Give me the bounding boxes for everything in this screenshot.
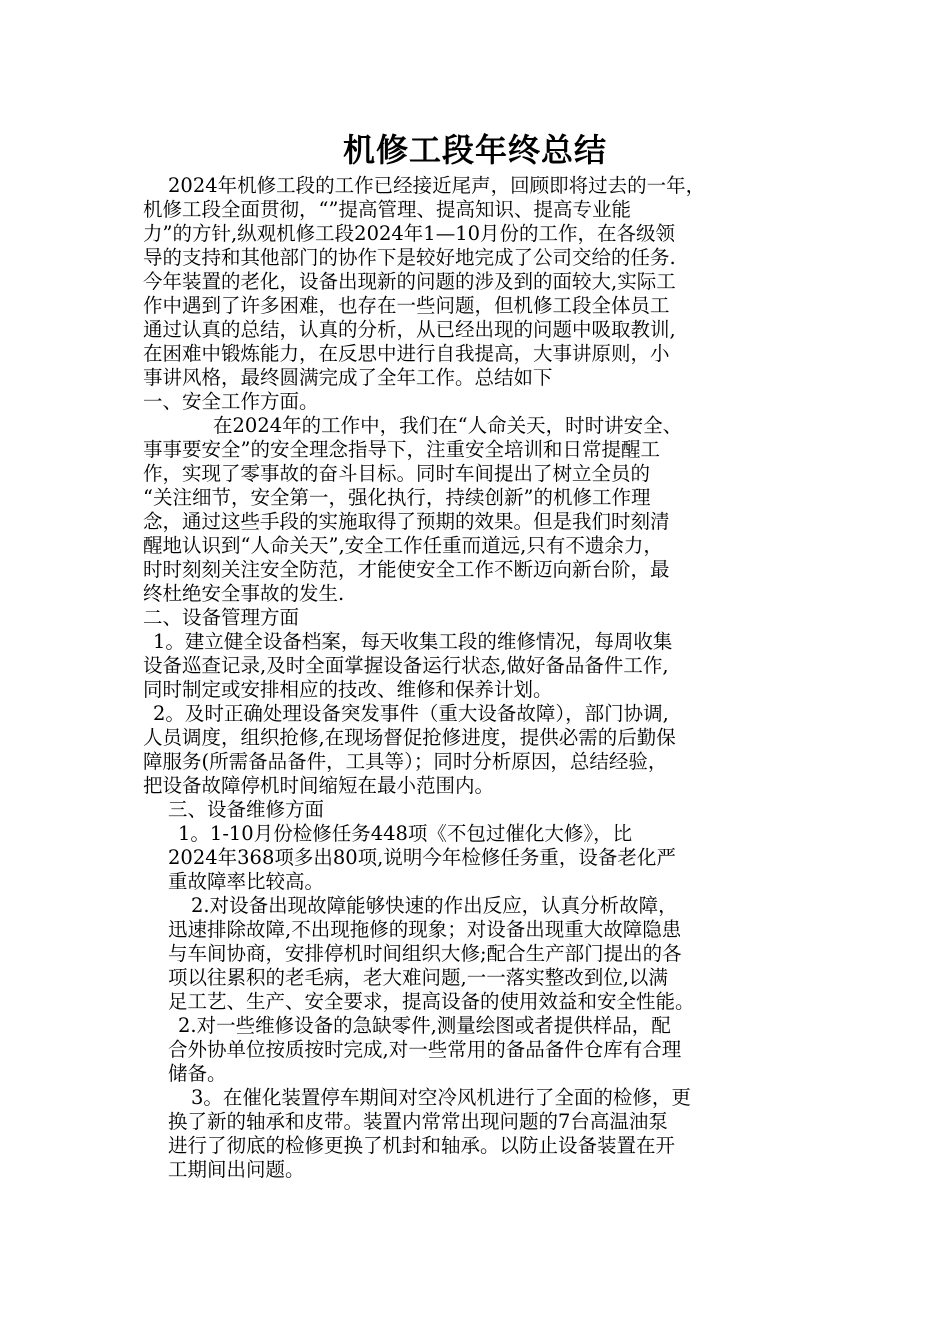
- list-item-line: 2.对一些维修设备的急缺零件,测量绘图或者提供样品，配: [178, 1014, 671, 1037]
- list-item-line: 储备。: [168, 1062, 227, 1085]
- section-heading: 三、设备维修方面: [168, 798, 325, 821]
- document-title: 机修工段年终总结: [342, 131, 607, 169]
- paragraph-line: 通过认真的总结，认真的分析，从已经出现的问题中吸取教训,: [143, 318, 676, 341]
- list-item-line: 同时制定或安排相应的技改、维修和保养计划。: [143, 678, 553, 701]
- list-item-line: 障服务(所需备品备件，工具等）；同时分析原因，总结经验，: [143, 750, 668, 773]
- list-item-line: 与车间协商，安排停机时间组织大修;配合生产部门提出的各: [168, 942, 682, 965]
- paragraph-line: 2024年机修工段的工作已经接近尾声，回顾即将过去的一年，: [168, 174, 706, 197]
- list-item-line: 3。在催化装置停车期间对空冷风机进行了全面的检修，更: [191, 1086, 691, 1109]
- list-item-line: 人员调度，组织抢修,在现场督促抢修进度，提供必需的后勤保: [143, 726, 676, 749]
- list-item-line: 合外协单位按质按时完成,对一些常用的备品备件仓库有合理: [168, 1038, 682, 1061]
- paragraph-line: 机修工段全面贯彻，“”提高管理、提高知识、提高专业能: [143, 198, 631, 221]
- paragraph-line: 在困难中锻炼能力，在反思中进行自我提高，大事讲原则，小: [143, 342, 670, 365]
- paragraph-line: 导的支持和其他部门的协作下是较好地完成了公司交给的任务.: [143, 246, 676, 269]
- paragraph-line: 作中遇到了许多困难，也存在一些问题，但机修工段全体员工: [143, 294, 670, 317]
- paragraph-line: 在2024年的工作中，我们在“人命关天，时时讲安全、: [213, 414, 683, 437]
- paragraph-line: 力”的方针,纵观机修工段2024年1—10月份的工作，在各级领: [143, 222, 676, 245]
- list-item-line: 重故障率比较高。: [168, 870, 325, 893]
- section-heading: 二、设备管理方面: [143, 606, 300, 629]
- paragraph-line: 今年装置的老化，设备出现新的问题的涉及到的面较大,实际工: [143, 270, 676, 293]
- list-item-line: 把设备故障停机时间缩短在最小范围内。: [143, 774, 495, 797]
- paragraph-line: 念，通过这些手段的实施取得了预期的效果。但是我们时刻清: [143, 510, 670, 533]
- document-body: [143, 174, 813, 1182]
- list-item-line: 2.对设备出现故障能够快速的作出反应，认真分析故障，: [191, 894, 678, 917]
- paragraph-line: 事讲风格，最终圆满完成了全年工作。总结如下: [143, 366, 553, 389]
- paragraph-line: 作，实现了零事故的奋斗目标。同时车间提出了树立全员的: [143, 462, 651, 485]
- list-item-line: 1。建立健全设备档案，每天收集工段的维修情况，每周收集: [153, 630, 673, 653]
- paragraph-line: 时时刻刻关注安全防范，才能使安全工作不断迈向新台阶，最: [143, 558, 670, 581]
- list-item-line: 换了新的轴承和皮带。装置内常常出现问题的7台高温油泵: [168, 1110, 668, 1133]
- list-item-line: 足工艺、生产、安全要求，提高设备的使用效益和安全性能。: [168, 990, 695, 1013]
- paragraph-line: 终杜绝安全事故的发生.: [143, 582, 345, 605]
- list-item-line: 2。及时正确处理设备突发事件（重大设备故障），部门协调,: [153, 702, 669, 725]
- list-item-line: 进行了彻底的检修更换了机封和轴承。以防止设备装置在开: [168, 1134, 676, 1157]
- list-item-line: 2024年368项多出80项,说明今年检修任务重，设备老化严: [168, 846, 676, 869]
- paragraph-line: 醒地认识到“人命关天”,安全工作任重而道远,只有不遗余力，: [143, 534, 663, 557]
- paragraph-line: 事事要安全”的安全理念指导下，注重安全培训和日常提醒工: [143, 438, 660, 461]
- list-item-line: 1。1-10月份检修任务448项《不包过催化大修》，比: [178, 822, 633, 845]
- list-item-line: 项以往累积的老毛病，老大难问题,一一落实整改到位,以满: [168, 966, 668, 989]
- list-item-line: 工期间出问题。: [168, 1158, 305, 1181]
- section-heading: 一、安全工作方面。: [143, 390, 319, 413]
- list-item-line: 设备巡查记录,及时全面掌握设备运行状态,做好备品备件工作,: [143, 654, 669, 677]
- list-item-line: 迅速排除故障,不出现拖修的现象；对设备出现重大故障隐患: [168, 918, 682, 941]
- paragraph-line: “关注细节，安全第一，强化执行，持续创新”的机修工作理: [143, 486, 651, 509]
